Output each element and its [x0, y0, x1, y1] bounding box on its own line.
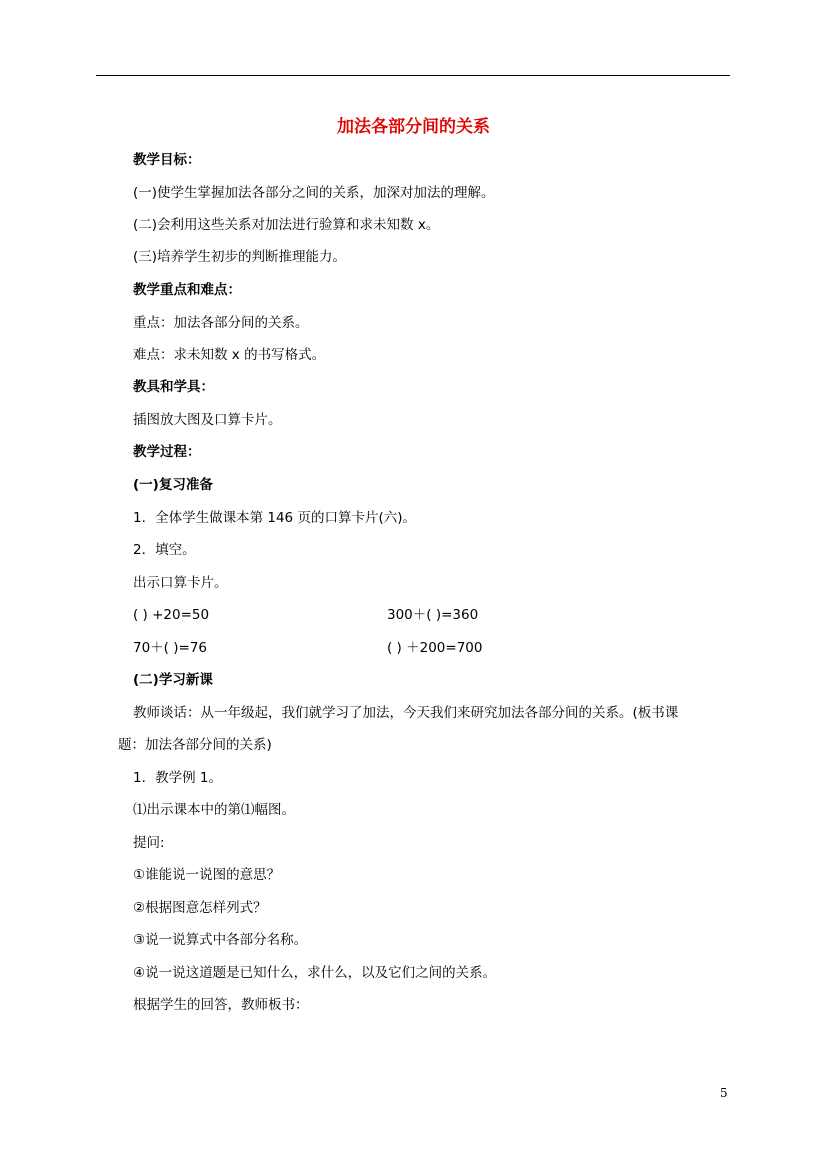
exercise-1b: 300＋( )=360 — [387, 607, 479, 623]
difficult-point: 难点：求未知数 x 的书写格式。 — [133, 347, 326, 363]
example-1: 1．教学例 1。 — [133, 770, 222, 786]
exercise-2a: 70＋( )=76 — [133, 640, 207, 656]
key-point: 重点：加法各部分间的关系。 — [133, 315, 309, 331]
question-1: ①谁能说一说图的意思？ — [133, 867, 281, 883]
question-2: ②根据图意怎样列式？ — [133, 900, 267, 916]
document-title: 加法各部分间的关系 — [337, 117, 490, 137]
question-3: ③说一说算式中各部分名称。 — [133, 932, 308, 948]
subheading-new-lesson: (二)学习新课 — [133, 672, 213, 688]
board-writing-intro: 根据学生的回答，教师板书： — [133, 997, 309, 1013]
objective-2: (二)会利用这些关系对加法进行验算和求未知数 x。 — [133, 217, 440, 233]
section-heading-materials: 教具和学具： — [133, 379, 214, 395]
questions-label: 提问: — [133, 835, 165, 851]
show-cards-text: 出示口算卡片。 — [133, 575, 228, 591]
exercise-1a: ( ) +20=50 — [133, 607, 210, 623]
section-heading-key-points: 教学重点和难点： — [133, 282, 241, 298]
materials-text: 插图放大图及口算卡片。 — [133, 412, 282, 428]
header-rule — [96, 75, 730, 76]
teacher-talk-line-2: 题：加法各部分间的关系) — [118, 737, 272, 753]
teacher-talk-line-1: 教师谈话：从一年级起，我们就学习了加法，今天我们来研究加法各部分间的关系。(板书课 — [133, 705, 679, 721]
section-heading-objectives: 教学目标： — [133, 152, 201, 168]
question-4: ④说一说这道题是已知什么，求什么，以及它们之间的关系。 — [133, 965, 497, 981]
review-step-2: 2．填空。 — [133, 542, 196, 558]
exercise-2b: ( ) ＋200=700 — [387, 640, 483, 656]
objective-1: (一)使学生掌握加法各部分之间的关系，加深对加法的理解。 — [133, 185, 495, 201]
section-heading-process: 教学过程： — [133, 444, 201, 460]
page-number: 5 — [720, 1086, 728, 1100]
objective-3: (三)培养学生初步的判断推理能力。 — [133, 249, 347, 265]
show-figure: ⑴出示课本中的第⑴幅图。 — [133, 802, 295, 818]
subheading-review: (一)复习准备 — [133, 477, 213, 493]
review-step-1: 1．全体学生做课本第 146 页的口算卡片(六)。 — [133, 510, 416, 526]
